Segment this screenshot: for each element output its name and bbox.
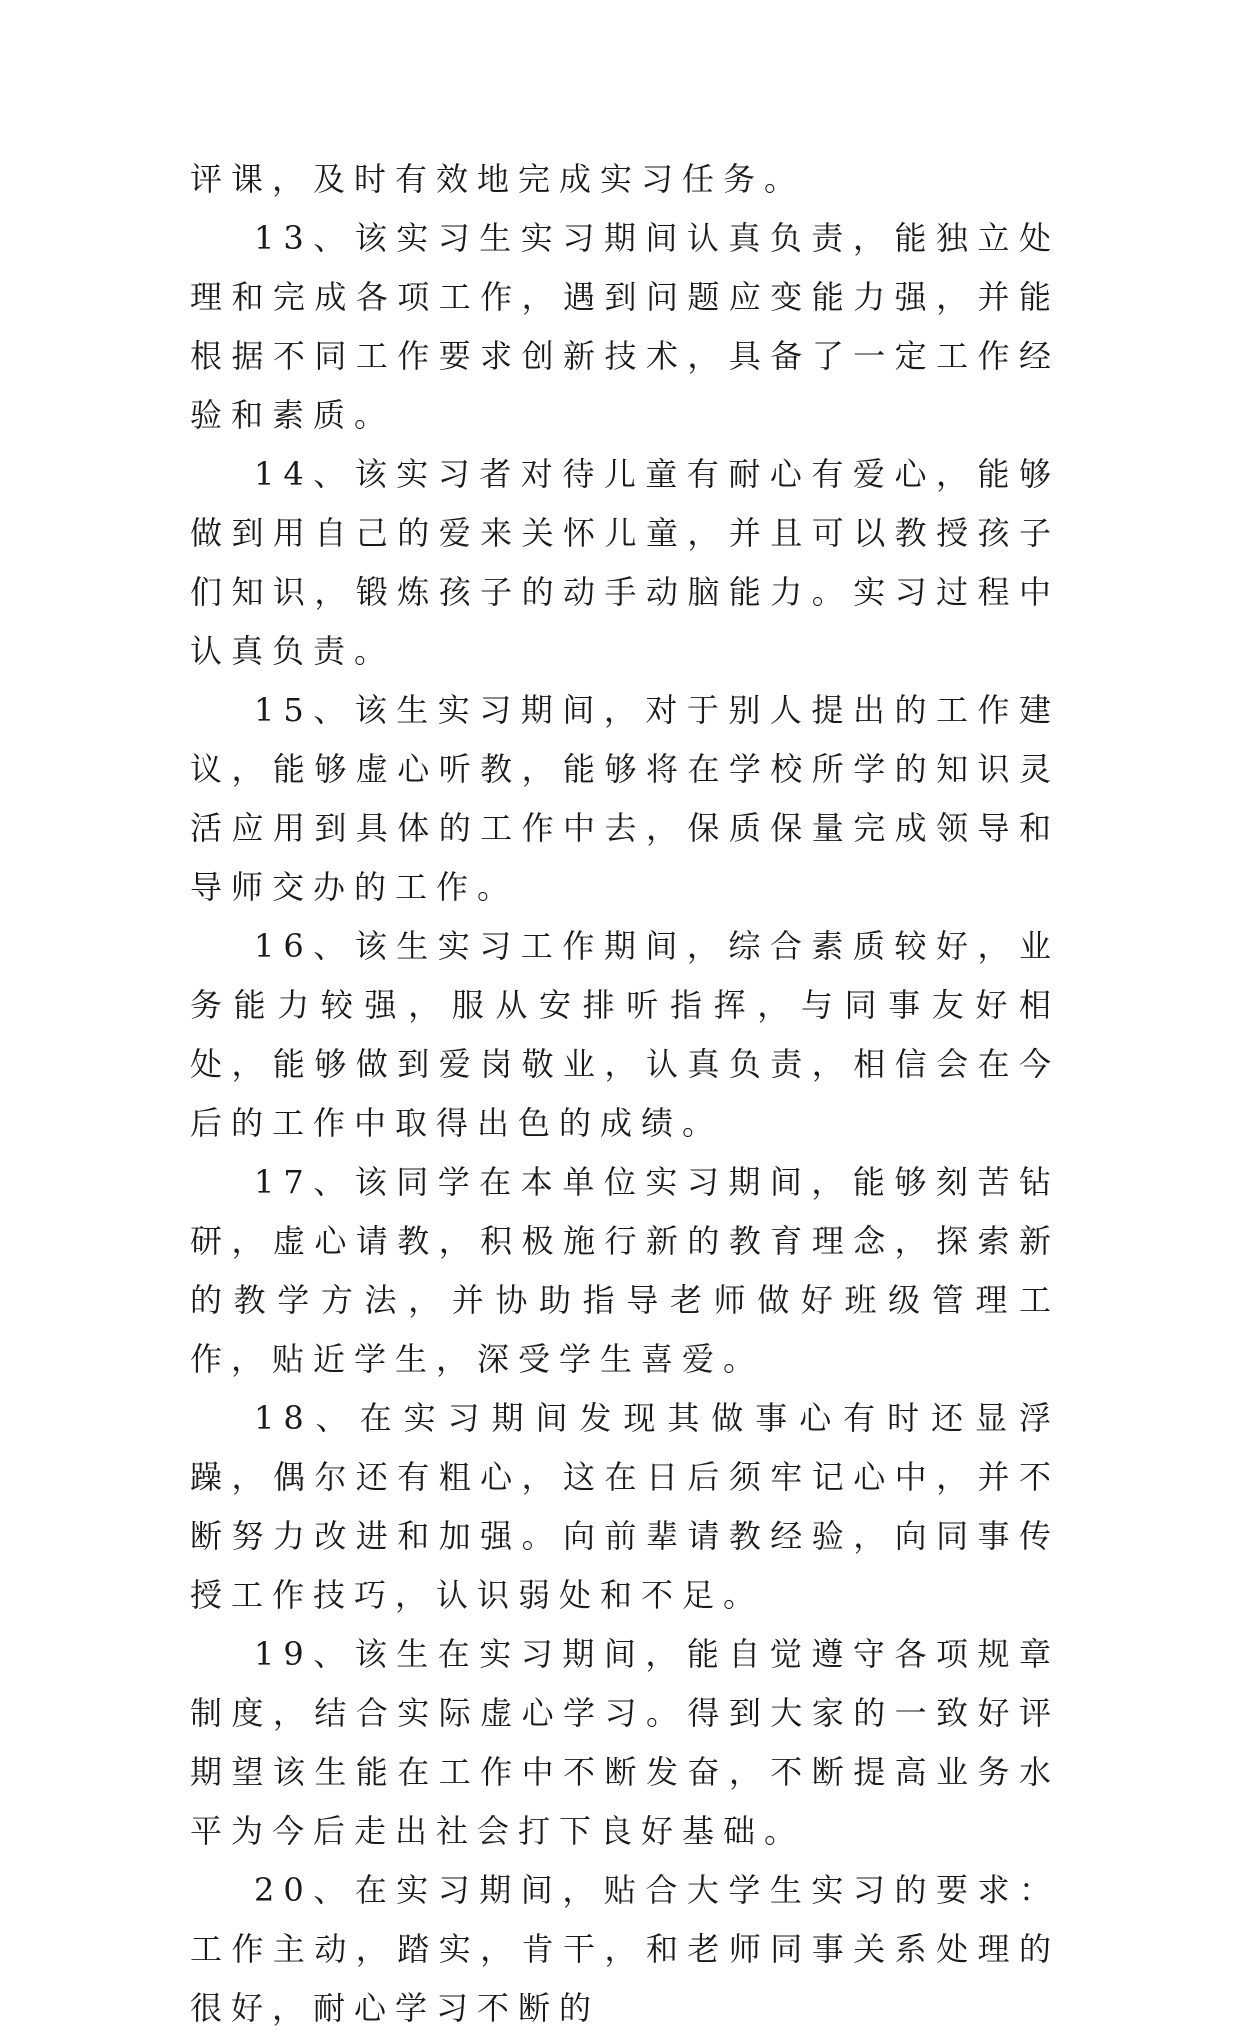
paragraph-item-18: 18、在实习期间发现其做事心有时还显浮躁，偶尔还有粗心，这在日后须牢记心中，并不断努力改进和加强。向前辈请教经验，向同事传授工作技巧，认识弱处和不足。: [190, 1399, 1060, 1614]
paragraph-item-13: 13、该实习生实习期间认真负责，能独立处理和完成各项工作，遇到问题应变能力强，并能根据不同工作要求创新技术，具备了一定工作经验和素质。: [190, 219, 1060, 434]
paragraph-item-16: 16、该生实习工作期间，综合素质较好，业务能力较强，服从安排听指挥，与同事友好相处，能够做到爱岗敬业，认真负责，相信会在今后的工作中取得出色的成绩。: [190, 927, 1060, 1142]
paragraph-item-17: 17、该同学在本单位实习期间，能够刻苦钻研，虚心请教，积极施行新的教育理念，探索新的教学方法，并协助指导老师做好班级管理工作，贴近学生，深受学生喜爱。: [190, 1163, 1060, 1378]
paragraph-item-14: 14、该实习者对待儿童有耐心有爱心，能够做到用自己的爱来关怀儿童，并且可以教授孩子们知识，锻炼孩子的动手动脑能力。实习过程中认真负责。: [190, 455, 1060, 670]
paragraph-continuation: 评课，及时有效地完成实习任务。: [190, 160, 806, 198]
paragraph-item-20: 20、在实习期间，贴合大学生实习的要求：工作主动，踏实，肯干，和老师同事关系处理的很好，耐心学习不断的: [190, 1871, 1060, 2027]
paragraph-item-19: 19、该生在实习期间，能自觉遵守各项规章制度，结合实际虚心学习。得到大家的一致好评期望该生能在工作中不断发奋，不断提高业务水平为今后走出社会打下良好基础。: [190, 1635, 1060, 1850]
document-body: [190, 150, 1060, 2038]
paragraph-item-15: 15、该生实习期间，对于别人提出的工作建议，能够虚心听教，能够将在学校所学的知识灵活应用到具体的工作中去，保质保量完成领导和导师交办的工作。: [190, 691, 1060, 906]
